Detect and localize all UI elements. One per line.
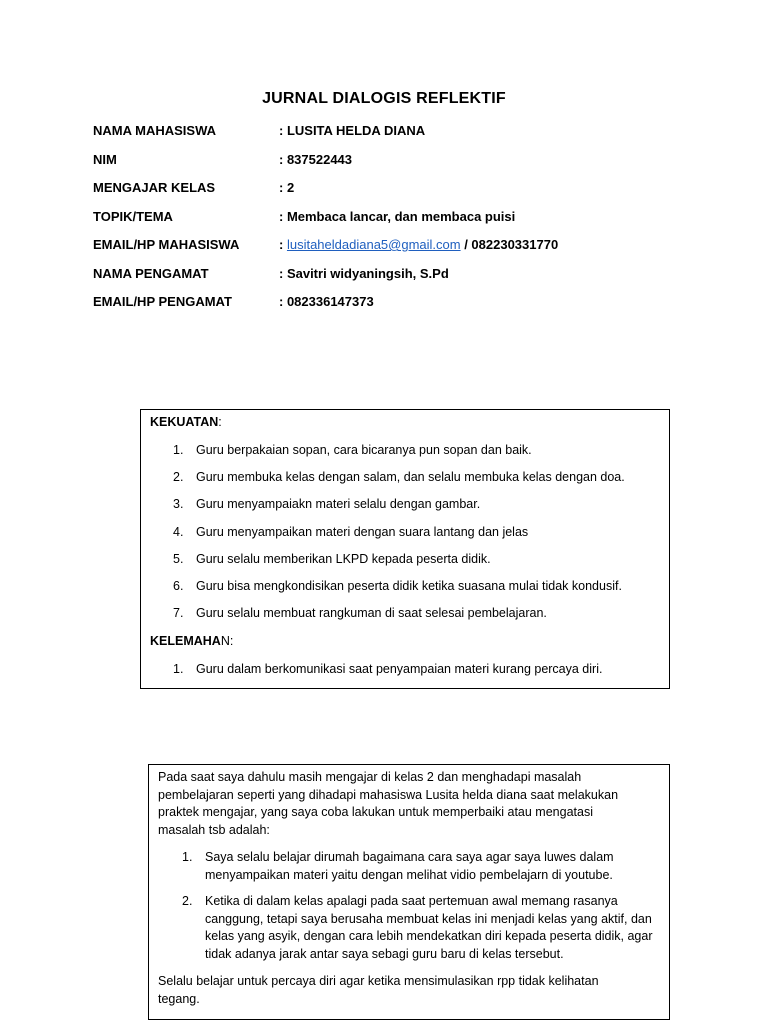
item-text: Guru dalam berkomunikasi saat penyampaian materi kurang percaya diri. (196, 662, 603, 676)
weaknesses-heading (150, 634, 233, 648)
info-label: MENGAJAR KELAS (93, 180, 216, 195)
item-number: 1. (173, 443, 184, 457)
item-text: Guru menyampaikan materi dengan suara lantang dan jelas (196, 525, 529, 539)
strengths-heading (150, 415, 222, 429)
item-number: 2. (173, 470, 184, 484)
item-number: 6. (173, 579, 184, 593)
document-title: JURNAL DIALOGIS REFLEKTIF (262, 90, 506, 107)
info-label: NIM (93, 151, 117, 167)
info-value: : Savitri widyaningsih, S.Pd (279, 265, 449, 281)
item-number: 7. (173, 606, 184, 620)
info-label: TOPIK/TEMA (93, 208, 173, 224)
info-row-student-name (93, 122, 713, 151)
weaknesses-heading-text: KELEMAHA (150, 634, 221, 648)
item-number: 3. (173, 497, 184, 511)
reflection-conclusion: Selalu belajar untuk percaya diri agar ketika mensimulasikan rpp tidak kelihatan tegang. (158, 974, 599, 1006)
item-text: Guru membuka kelas dengan salam, dan selalu membuka kelas dengan doa. (196, 470, 625, 484)
info-row-student-contact (93, 236, 713, 265)
strengths-heading-text: KEKUATAN (150, 415, 219, 429)
item-text: Guru selalu memberikan LKPD kepada peserta didik. (196, 552, 491, 566)
reflection-box (148, 764, 670, 1020)
weaknesses-heading-suffix: N: (220, 634, 234, 648)
item-text: Guru berpakaian sopan, cara bicaranya pun sopan dan baik. (196, 443, 532, 457)
info-label: EMAIL/HP MAHASISWA (93, 237, 240, 252)
info-prefix: : (279, 237, 287, 252)
info-value: : Membaca lancar, dan membaca puisi (279, 208, 516, 224)
item-number: 5. (173, 552, 184, 566)
info-value: : 837522443 (279, 151, 353, 167)
info-label: NAMA PENGAMAT (93, 265, 209, 281)
info-value: : 082336147373 (279, 294, 374, 309)
item-number: 1. (182, 850, 193, 864)
item-number: 1. (173, 662, 184, 676)
info-value (279, 236, 558, 254)
info-row-observer-name (93, 265, 713, 294)
item-text: Guru bisa mengkondisikan peserta didik ketika suasana mulai tidak kondusif. (196, 579, 622, 593)
item-number: 4. (173, 525, 184, 539)
item-text: Saya selalu belajar dirumah bagaimana cara saya agar saya luwes dalam menyampaikan materi yaitu dengan melihat vidio pembelajarn di youtube. (205, 850, 614, 882)
info-table (93, 122, 713, 322)
info-row-nim (93, 151, 713, 180)
info-label: NAMA MAHASISWA (93, 123, 217, 138)
strengths-weaknesses-box (140, 409, 670, 689)
item-text: Guru selalu membuat rangkuman di saat selesai pembelajaran. (196, 606, 547, 620)
info-label: EMAIL/HP PENGAMAT (93, 294, 232, 309)
info-row-observer-contact (93, 293, 713, 322)
info-value: : 2 (279, 180, 295, 195)
info-row-topic (93, 208, 713, 237)
student-email-link[interactable]: lusitaheldadiana5@gmail.com (286, 237, 461, 252)
reflection-intro: Pada saat saya dahulu masih mengajar di kelas 2 dan menghadapi masalah pembelajaran seperti yang dihadapi mahasiswa Lusita helda diana saat melakukan praktek mengajar, yang saya coba lakukan untuk memperbaiki atau mengatasi masalah tsb adalah: (158, 770, 619, 837)
item-number: 2. (182, 894, 193, 908)
item-text: Ketika di dalam kelas apalagi pada saat pertemuan awal memang rasanya canggung, tetapi saya berusaha membuat kelas ini menjadi kelas yang aktif, dan kelas yang asyik, dengan cara lebih mendekatkan diri kepada peserta didik, agar tidak adanya jarak antar saya sebagi guru baru di kelas tersebut. (205, 894, 653, 961)
info-row-class (93, 179, 713, 208)
strengths-heading-suffix: : (218, 415, 222, 429)
item-text: Guru menyampaiakn materi selalu dengan gambar. (196, 497, 481, 511)
info-phone: / 082230331770 (460, 237, 559, 252)
info-value: : LUSITA HELDA DIANA (279, 123, 426, 138)
